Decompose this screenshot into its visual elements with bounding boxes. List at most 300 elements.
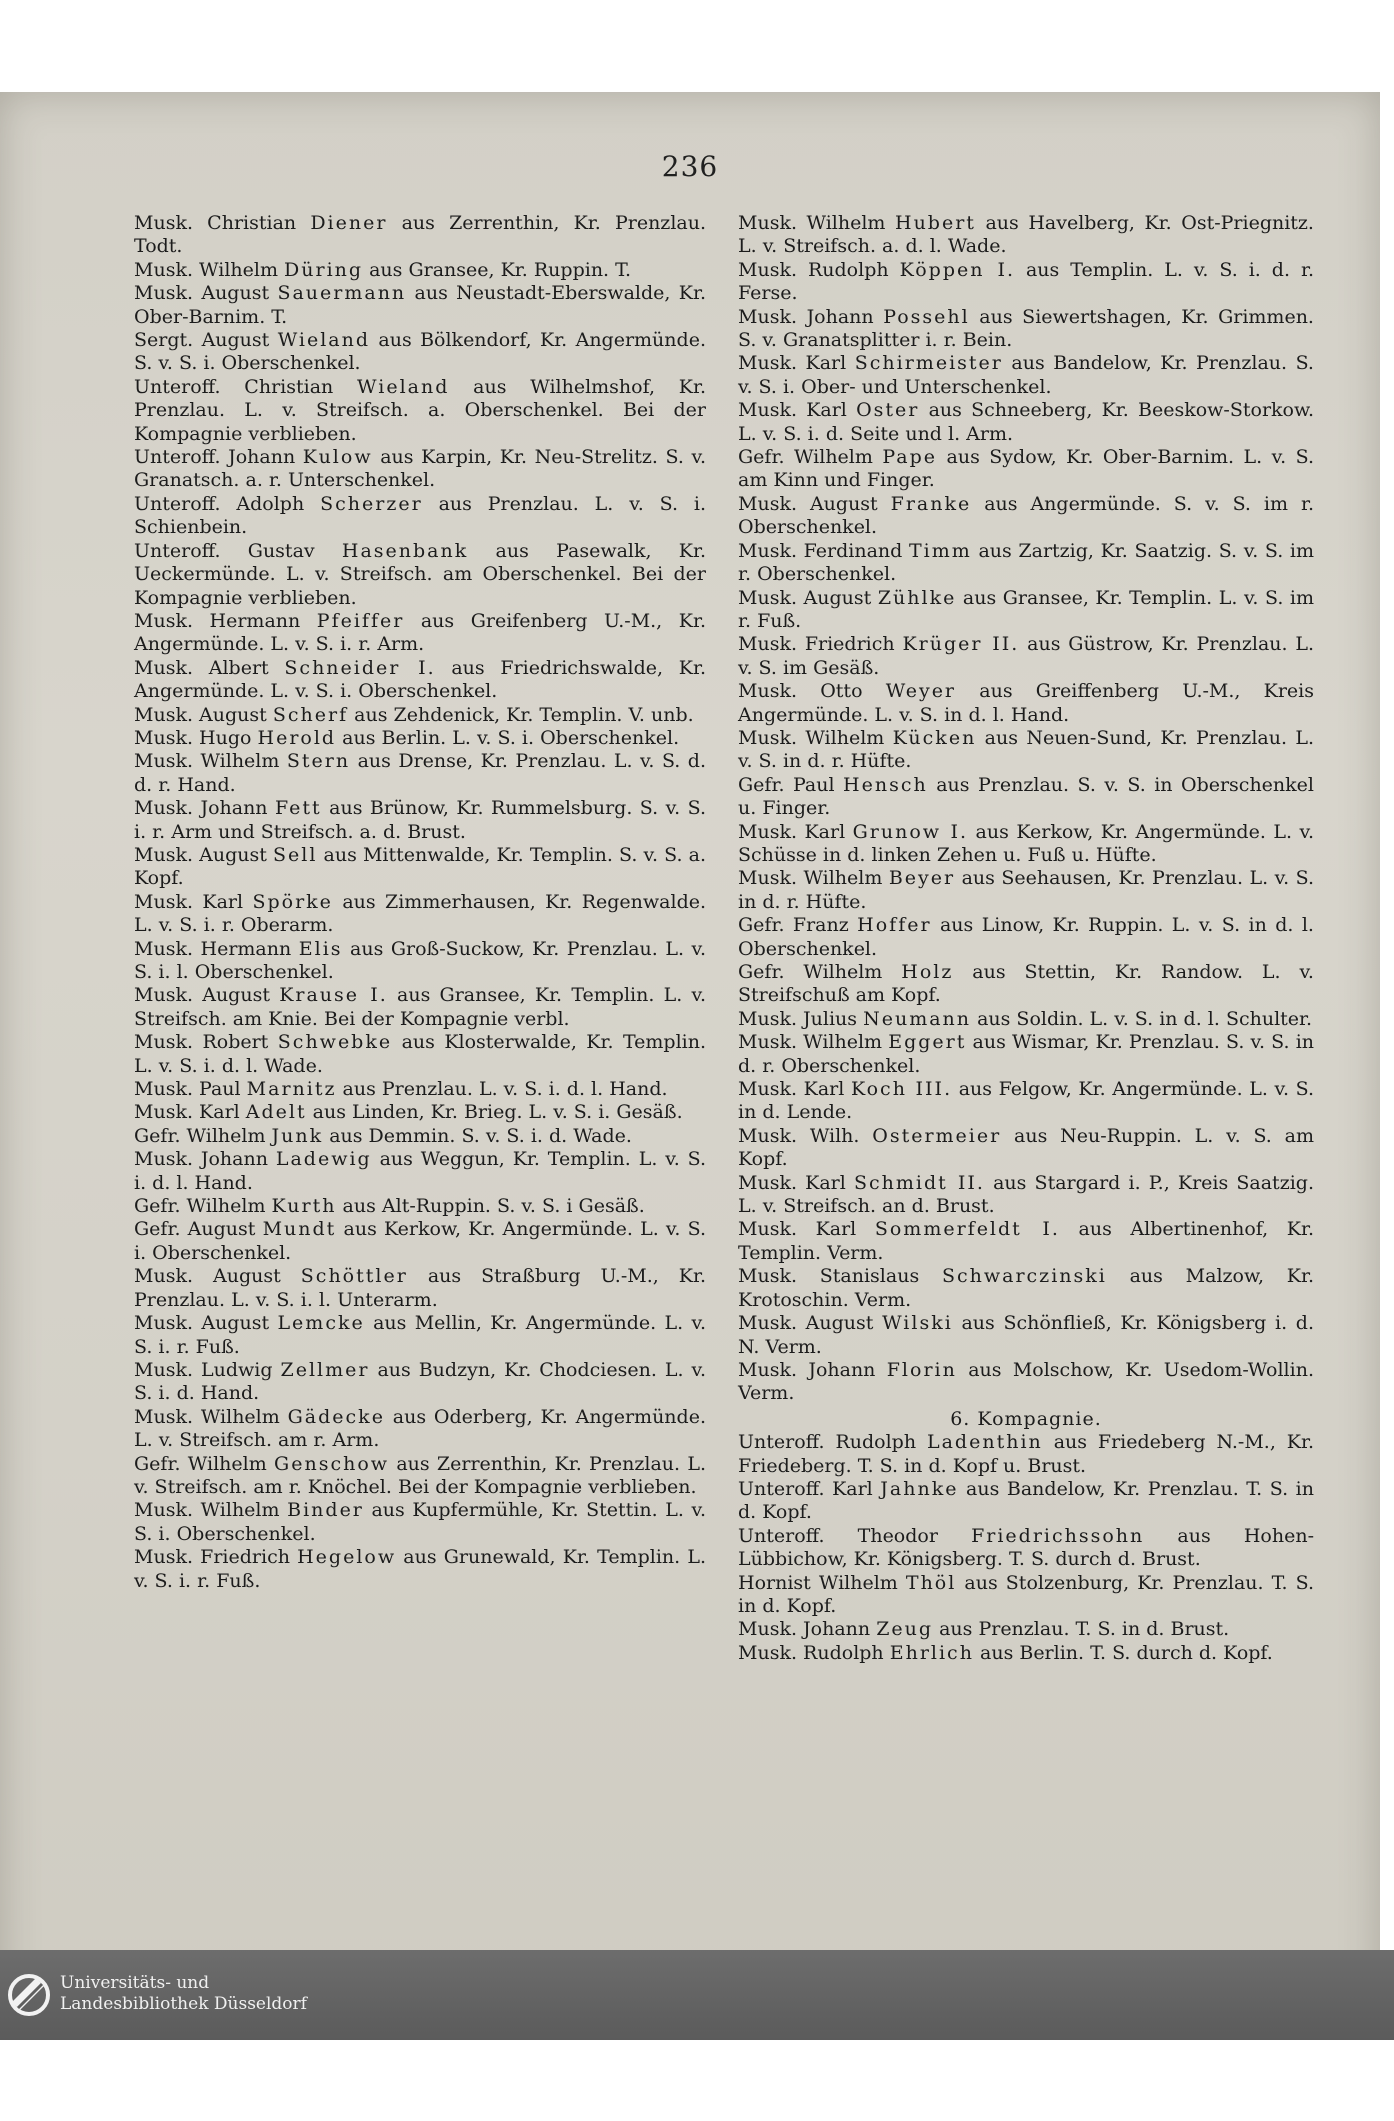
entry-surname: Spörke bbox=[252, 890, 333, 913]
entry-rank: Musk. bbox=[738, 1007, 797, 1030]
entry-rank: Musk. bbox=[738, 1641, 797, 1664]
entry-details: aus Linden, Kr. Brieg. L. v. S. i. Gesäß. bbox=[312, 1101, 683, 1124]
entry-surname: Elis bbox=[298, 937, 343, 960]
entry-first-name: Wilhelm bbox=[803, 961, 883, 983]
entry-rank: Musk. bbox=[134, 797, 193, 820]
entry-details: aus Angermünde. S. v. S. im r. Oberschenkel. bbox=[738, 492, 1314, 539]
entry-surname: Weyer bbox=[885, 680, 957, 703]
entry-rank: Gefr. bbox=[738, 961, 785, 983]
entry-surname: Ladenthin bbox=[926, 1431, 1043, 1454]
entry-rank: Musk. bbox=[738, 1358, 797, 1381]
entry-rank: Unteroff. bbox=[134, 375, 221, 398]
entry-rank: Musk. bbox=[134, 726, 193, 749]
casualty-entry bbox=[134, 1546, 706, 1593]
entry-first-name: Wilhelm bbox=[186, 1195, 266, 1218]
entry-rank: Musk. bbox=[738, 399, 797, 422]
page-number: 236 bbox=[661, 150, 719, 183]
entry-surname: Hubert bbox=[895, 212, 976, 234]
entry-surname: Zellmer bbox=[280, 1358, 370, 1381]
entry-rank: Musk. bbox=[134, 984, 193, 1007]
entry-rank: Musk. bbox=[134, 937, 193, 960]
casualty-entry bbox=[134, 259, 706, 282]
entry-details: aus Schönfließ, Kr. Königsberg i. d. N. Verm. bbox=[738, 1312, 1314, 1358]
entry-surname: Possehl bbox=[883, 305, 970, 328]
entry-rank: Unteroff. bbox=[134, 492, 221, 515]
entry-details: aus Siewertshagen, Kr. Grimmen. S. v. Granatsplitter i. r. Bein. bbox=[738, 305, 1314, 352]
entry-rank: Musk. bbox=[134, 1499, 193, 1522]
entry-details: aus Brünow, Kr. Rummelsburg. S. v. S. i. r. Arm und Streifsch. a. d. Brust. bbox=[134, 797, 706, 843]
entry-surname: Franke bbox=[890, 492, 972, 515]
casualty-entry bbox=[134, 984, 706, 1031]
casualty-entry bbox=[134, 704, 706, 727]
casualty-entry bbox=[134, 282, 706, 329]
entry-surname: Wieland bbox=[277, 329, 371, 352]
entry-surname: Kurth bbox=[271, 1195, 337, 1218]
entry-details: aus Neu-Ruppin. L. v. S. am Kopf. bbox=[738, 1124, 1314, 1171]
entry-surname: Schwarczinski bbox=[941, 1265, 1107, 1288]
entry-details: aus Soldin. L. v. S. in d. l. Schulter. bbox=[977, 1007, 1313, 1030]
entry-details: aus Karpin, Kr. Neu-Strelitz. S. v. Granatsch. a. r. Unterschenkel. bbox=[134, 446, 707, 492]
entry-rank: Musk. bbox=[738, 1171, 797, 1194]
entry-first-name: Wilh. bbox=[809, 1124, 860, 1147]
entry-surname: Schneider I. bbox=[284, 656, 436, 679]
entry-first-name: August bbox=[803, 586, 872, 609]
entry-first-name: Karl bbox=[202, 890, 244, 913]
entry-surname: Schöttler bbox=[300, 1265, 408, 1288]
entry-details: aus Zimmerhausen, Kr. Regenwalde. L. v. S. i. r. Oberarm. bbox=[134, 890, 707, 937]
entry-first-name: Albert bbox=[208, 656, 269, 679]
entry-first-name: August bbox=[213, 1265, 281, 1288]
entry-rank: Gefr. bbox=[738, 446, 785, 469]
entry-first-name: Johann bbox=[803, 1618, 871, 1641]
casualty-entry bbox=[738, 1218, 1314, 1265]
entry-details: aus Hohen-Lübbichow, Kr. Königsberg. T. S. durch d. Brust. bbox=[738, 1524, 1315, 1571]
entry-details: aus Alt-Ruppin. S. v. S. i Gesäß. bbox=[342, 1195, 645, 1218]
entry-surname: Krüger II. bbox=[902, 633, 1020, 656]
entry-rank: Musk. bbox=[134, 1148, 193, 1171]
casualty-entry bbox=[134, 1453, 706, 1500]
entry-first-name: Paul bbox=[792, 773, 835, 796]
casualty-entry bbox=[134, 891, 706, 938]
entry-rank: Musk. bbox=[738, 1312, 797, 1335]
entry-details: aus Berlin. L. v. S. i. Oberschenkel. bbox=[342, 726, 680, 749]
right-column bbox=[738, 212, 1314, 1665]
entry-first-name: Karl bbox=[805, 352, 847, 375]
casualty-entry bbox=[134, 1195, 706, 1218]
casualty-entry bbox=[134, 727, 706, 750]
entry-first-name: Adolph bbox=[236, 492, 305, 515]
entry-details: aus Stargard i. P., Kreis Saatzig. L. v. Streifsch. an d. Brust. bbox=[738, 1171, 1314, 1218]
entry-first-name: Robert bbox=[202, 1031, 269, 1054]
entry-rank: Musk. bbox=[738, 1265, 797, 1288]
entry-surname: Neumann bbox=[863, 1007, 972, 1030]
entry-first-name: Gustav bbox=[247, 539, 315, 562]
casualty-entry bbox=[738, 1525, 1314, 1572]
casualty-entry bbox=[134, 1265, 706, 1312]
entry-details: aus Havelberg, Kr. Ost-Priegnitz. L. v. Streifsch. a. d. l. Wade. bbox=[738, 212, 1314, 258]
entry-details: aus Oderberg, Kr. Angermünde. L. v. Streifsch. am r. Arm. bbox=[134, 1405, 706, 1452]
entry-rank: Musk. bbox=[134, 1101, 193, 1124]
entry-first-name: Karl bbox=[815, 1218, 857, 1241]
entry-first-name: Wilhelm bbox=[793, 446, 873, 469]
entry-first-name: Wilhelm bbox=[806, 212, 886, 234]
entry-first-name: August bbox=[201, 1312, 270, 1335]
entry-surname: Friedrichssohn bbox=[971, 1524, 1145, 1547]
casualty-entry bbox=[738, 961, 1314, 1008]
casualty-entry bbox=[738, 1359, 1314, 1406]
casualty-entry bbox=[134, 1218, 706, 1265]
entry-details: aus Seehausen, Kr. Prenzlau. L. v. S. in d. r. Hüfte. bbox=[738, 867, 1314, 913]
entry-first-name: Wilhelm bbox=[200, 750, 280, 773]
entry-details: aus Gransee, Kr. Ruppin. T. bbox=[369, 258, 632, 281]
entry-rank: Musk. bbox=[738, 1078, 797, 1101]
casualty-entry bbox=[738, 399, 1314, 446]
entry-rank: Musk. bbox=[738, 1124, 797, 1147]
casualty-entry bbox=[738, 352, 1314, 399]
casualty-entry bbox=[738, 633, 1314, 680]
entry-details: aus Zartzig, Kr. Saatzig. S. v. S. im r. Oberschenkel. bbox=[738, 539, 1315, 586]
casualty-entry bbox=[134, 938, 706, 985]
section-heading: 6. Kompagnie. bbox=[950, 1407, 1102, 1430]
entry-surname: Genschow bbox=[274, 1452, 390, 1475]
entry-rank: Musk. bbox=[738, 492, 797, 515]
entry-first-name: Julius bbox=[803, 1007, 858, 1030]
entry-surname: Hensch bbox=[843, 773, 928, 796]
entry-surname: Pfeiffer bbox=[316, 609, 405, 632]
casualty-entry bbox=[738, 1078, 1314, 1125]
entry-details: aus Schneeberg, Kr. Beeskow-Storkow. L. v. S. i. d. Seite und l. Arm. bbox=[738, 399, 1315, 445]
casualty-entry bbox=[738, 1431, 1314, 1478]
footer-credit[interactable] bbox=[60, 1973, 307, 2015]
entry-surname: Florin bbox=[886, 1358, 957, 1381]
entry-first-name: August bbox=[187, 1218, 256, 1241]
entry-rank: Unteroff. bbox=[738, 1477, 825, 1500]
entry-details: aus Grunewald, Kr. Templin. L. v. S. i. r. Fuß. bbox=[134, 1546, 706, 1592]
entry-first-name: Wilhelm bbox=[818, 1571, 898, 1594]
entry-first-name: Karl bbox=[806, 399, 847, 422]
entry-first-name: Stanislaus bbox=[819, 1265, 920, 1288]
entry-first-name: Rudolph bbox=[803, 1641, 884, 1664]
entry-rank: Musk. bbox=[738, 680, 797, 703]
entry-first-name: Karl bbox=[199, 1101, 240, 1124]
entry-details: aus Mellin, Kr. Angermünde. L. v. S. i. r. Fuß. bbox=[134, 1312, 707, 1358]
entry-surname: Ehrlich bbox=[889, 1641, 974, 1664]
casualty-entry bbox=[134, 797, 706, 844]
entry-surname: Zeug bbox=[876, 1618, 934, 1641]
entry-first-name: August bbox=[199, 703, 267, 726]
casualty-entry bbox=[738, 774, 1314, 821]
casualty-entry bbox=[134, 540, 706, 610]
entry-rank: Unteroff. bbox=[738, 1524, 825, 1547]
entry-surname: Grunow I. bbox=[852, 820, 969, 843]
entry-surname: Schirmeister bbox=[854, 352, 1003, 375]
entry-surname: Junk bbox=[271, 1124, 324, 1147]
entry-rank: Musk. bbox=[134, 212, 193, 234]
entry-first-name: Hermann bbox=[209, 609, 301, 632]
entry-surname: Kücken bbox=[892, 726, 977, 749]
casualty-entry bbox=[738, 1031, 1314, 1078]
entry-details: aus Gransee, Kr. Templin. L. v. Streifsch. am Knie. Bei der Kompagnie verbl. bbox=[134, 984, 706, 1030]
entry-surname: Hegelow bbox=[297, 1546, 397, 1569]
entry-details: aus Albertinenhof, Kr. Templin. Verm. bbox=[738, 1218, 1314, 1264]
entry-rank: Gefr. bbox=[134, 1452, 181, 1475]
entry-details: aus Wilhelmshof, Kr. Prenzlau. L. v. Streifsch. a. Oberschenkel. Bei der Kompagnie verblieben. bbox=[134, 375, 706, 445]
entry-first-name: Wilhelm bbox=[186, 1124, 266, 1147]
entry-details: aus Felgow, Kr. Angermünde. L. v. S. in d. Lende. bbox=[738, 1078, 1314, 1124]
entry-rank: Hornist bbox=[738, 1571, 811, 1594]
entry-first-name: Otto bbox=[820, 680, 863, 703]
entry-rank: Musk. bbox=[738, 352, 797, 375]
right-column-entries bbox=[738, 212, 1314, 1406]
entry-details: aus Greifenberg U.-M., Kr. Angermünde. L. v. S. i. r. Arm. bbox=[134, 609, 706, 656]
entry-surname: Schmidt II. bbox=[853, 1171, 985, 1194]
footer-line-1: Universitäts- und bbox=[60, 1973, 210, 1993]
entry-surname: Mundt bbox=[262, 1218, 337, 1241]
entry-rank: Gefr. bbox=[134, 1124, 181, 1147]
entry-details: aus Prenzlau. T. S. in d. Brust. bbox=[939, 1618, 1230, 1641]
entry-rank: Unteroff. bbox=[134, 539, 221, 562]
entry-details: aus Malzow, Kr. Krotoschin. Verm. bbox=[738, 1265, 1315, 1311]
casualty-entry bbox=[738, 1478, 1314, 1525]
entry-details: aus Templin. L. v. S. i. d. r. Ferse. bbox=[738, 258, 1314, 305]
entry-rank: Musk. bbox=[738, 539, 797, 562]
entry-surname: Scherzer bbox=[320, 492, 423, 515]
entry-surname: Marnitz bbox=[246, 1078, 337, 1101]
entry-details: aus Straßburg U.-M., Kr. Prenzlau. L. v. S. i. l. Unterarm. bbox=[134, 1265, 707, 1311]
entry-details: aus Stettin, Kr. Randow. L. v. Streifschuß am Kopf. bbox=[738, 961, 1314, 1007]
entry-details: aus Prenzlau. L. v. S. i. d. l. Hand. bbox=[342, 1078, 668, 1101]
entry-first-name: Karl bbox=[805, 1171, 846, 1194]
entry-details: aus Kerkow, Kr. Angermünde. L. v. Schüsse in d. linken Zehen u. Fuß u. Hüfte. bbox=[738, 820, 1314, 866]
entry-details: aus Bölkendorf, Kr. Angermünde. S. v. S. i. Oberschenkel. bbox=[134, 329, 706, 375]
entry-details: aus Pasewalk, Kr. Ueckermünde. L. v. Streifsch. am Oberschenkel. Bei der Kompagnie verblieben. bbox=[134, 539, 707, 609]
entry-rank: Musk. bbox=[134, 1546, 193, 1569]
footer-line-2: Landesbibliothek Düsseldorf bbox=[60, 1994, 307, 2014]
entry-surname: Herold bbox=[257, 726, 337, 749]
entry-first-name: Ludwig bbox=[200, 1358, 273, 1381]
entry-surname: Hoffer bbox=[857, 914, 932, 937]
entry-details: aus Bandelow, Kr. Prenzlau. T. S. in d. Kopf. bbox=[738, 1477, 1314, 1524]
entry-details: aus Prenzlau. L. v. S. i. Schienbein. bbox=[134, 492, 706, 539]
entry-details: aus Gransee, Kr. Templin. L. v. S. im r. Fuß. bbox=[738, 586, 1315, 632]
entry-details: aus Klosterwalde, Kr. Templin. L. v. S. i. d. l. Wade. bbox=[134, 1031, 707, 1077]
entry-rank: Musk. bbox=[134, 890, 193, 913]
entry-surname: Schwebke bbox=[277, 1031, 393, 1054]
entry-surname: Sauermann bbox=[277, 282, 407, 305]
casualty-entry bbox=[738, 680, 1314, 727]
entry-surname: Kulow bbox=[302, 446, 373, 469]
left-column bbox=[134, 212, 706, 1593]
entry-rank: Musk. bbox=[134, 258, 193, 281]
entry-first-name: Wilhelm bbox=[200, 1499, 280, 1522]
entry-first-name: Hermann bbox=[200, 937, 292, 960]
entry-details: aus Prenzlau. S. v. S. in Oberschenkel u. Finger. bbox=[738, 773, 1315, 820]
casualty-entry bbox=[738, 540, 1314, 587]
casualty-entry bbox=[134, 844, 706, 891]
entry-details: aus Sydow, Kr. Ober-Barnim. L. v. S. am Kinn und Finger. bbox=[738, 446, 1314, 492]
entry-rank: Musk. bbox=[738, 867, 797, 890]
entry-details: aus Groß-Suckow, Kr. Prenzlau. L. v. S. i. l. Oberschenkel. bbox=[134, 937, 707, 983]
casualty-entry bbox=[134, 1078, 706, 1101]
entry-details: aus Kupfermühle, Kr. Stettin. L. v. S. i. Oberschenkel. bbox=[134, 1499, 707, 1545]
casualty-entry bbox=[134, 376, 706, 446]
entry-details: aus Zerrenthin, Kr. Prenzlau. Todt. bbox=[134, 212, 706, 258]
entry-first-name: Wilhelm bbox=[803, 867, 883, 890]
entry-surname: Sommerfeldt I. bbox=[874, 1218, 1060, 1241]
entry-rank: Musk. bbox=[134, 1031, 193, 1054]
entry-surname: Timm bbox=[909, 539, 972, 562]
entry-surname: Krause I. bbox=[279, 984, 388, 1007]
casualty-entry bbox=[738, 306, 1314, 353]
entry-rank: Musk. bbox=[134, 1405, 193, 1428]
entry-surname: Gädecke bbox=[287, 1405, 385, 1428]
entry-details: aus Molschow, Kr. Usedom-Wollin. Verm. bbox=[738, 1358, 1314, 1405]
entry-first-name: Rudolph bbox=[807, 258, 889, 281]
entry-rank: Musk. bbox=[738, 1218, 797, 1241]
entry-rank: Musk. bbox=[134, 1265, 193, 1288]
casualty-entry bbox=[134, 1101, 706, 1124]
entry-first-name: Karl bbox=[832, 1477, 873, 1500]
entry-first-name: Karl bbox=[803, 1078, 845, 1101]
entry-rank: Gefr. bbox=[738, 773, 785, 796]
entry-first-name: August bbox=[809, 492, 878, 515]
entry-rank: Musk. bbox=[738, 586, 797, 609]
casualty-entry bbox=[738, 1572, 1314, 1619]
entry-rank: Musk. bbox=[738, 1031, 797, 1054]
casualty-entry bbox=[134, 610, 706, 657]
entry-first-name: Wilhelm bbox=[200, 1405, 280, 1428]
entry-details: aus Kerkow, Kr. Angermünde. L. v. S. i. Oberschenkel. bbox=[134, 1218, 706, 1264]
entry-first-name: Christian bbox=[207, 212, 297, 234]
entry-first-name: Hugo bbox=[199, 726, 252, 749]
entry-surname: Beyer bbox=[888, 867, 956, 890]
entry-surname: Jahnke bbox=[880, 1477, 959, 1500]
entry-first-name: Wilhelm bbox=[199, 258, 278, 281]
entry-details: aus Drense, Kr. Prenzlau. L. v. S. d. d. r. Hand. bbox=[134, 750, 706, 796]
casualty-entry bbox=[738, 212, 1314, 259]
entry-first-name: Friedrich bbox=[200, 1546, 290, 1569]
casualty-entry bbox=[738, 446, 1314, 493]
entry-rank: Gefr. bbox=[134, 1218, 181, 1241]
entry-details: aus Bandelow, Kr. Prenzlau. S. v. S. i. Ober- und Unterschenkel. bbox=[738, 352, 1314, 398]
entry-surname: Köppen I. bbox=[899, 258, 1015, 281]
casualty-entry bbox=[134, 657, 706, 704]
casualty-entry bbox=[738, 914, 1314, 961]
entry-rank: Sergt. bbox=[134, 329, 194, 352]
entry-rank: Musk. bbox=[134, 1078, 193, 1101]
entry-rank: Musk. bbox=[738, 726, 797, 749]
entry-details: aus Mittenwalde, Kr. Templin. S. v. S. a. Kopf. bbox=[134, 843, 706, 890]
casualty-entry bbox=[738, 1618, 1314, 1641]
entry-details: aus Friedrichswalde, Kr. Angermünde. L. v. S. i. Oberschenkel. bbox=[134, 656, 707, 703]
entry-surname: Koch III. bbox=[850, 1078, 953, 1101]
right-column-entries-6-kompagnie bbox=[738, 1431, 1314, 1665]
entry-first-name: August bbox=[202, 984, 270, 1007]
casualty-entry bbox=[134, 750, 706, 797]
entry-surname: Hasenbank bbox=[341, 539, 469, 562]
casualty-entry bbox=[134, 1031, 706, 1078]
entry-first-name: Wilhelm bbox=[803, 1031, 883, 1054]
entry-first-name: August bbox=[201, 329, 270, 352]
entry-first-name: Johann bbox=[228, 446, 296, 469]
entry-surname: Diener bbox=[310, 212, 388, 234]
entry-surname: Thöl bbox=[905, 1571, 957, 1594]
entry-details: aus Wismar, Kr. Prenzlau. S. v. S. in d. r. Oberschenkel. bbox=[738, 1031, 1315, 1077]
entry-first-name: Johann bbox=[808, 1358, 876, 1381]
entry-first-name: Johann bbox=[200, 1148, 268, 1171]
entry-surname: Pape bbox=[882, 446, 938, 469]
entry-details: aus Zerrenthin, Kr. Prenzlau. L. v. Streifsch. am r. Knöchel. Bei der Kompagnie verblieben. bbox=[134, 1452, 707, 1498]
entry-details: aus Friedeberg N.-M., Kr. Friedeberg. T. S. in d. Kopf u. Brust. bbox=[738, 1431, 1315, 1477]
entry-rank: Gefr. bbox=[134, 1195, 181, 1218]
casualty-entry bbox=[738, 1265, 1314, 1312]
entry-first-name: Theodor bbox=[857, 1524, 938, 1547]
entry-rank: Musk. bbox=[134, 1358, 193, 1381]
entry-rank: Musk. bbox=[738, 1618, 797, 1641]
entry-rank: Musk. bbox=[134, 750, 193, 773]
entry-surname: Fett bbox=[275, 797, 322, 820]
entry-surname: Lemcke bbox=[277, 1312, 365, 1335]
entry-details: aus Neuen-Sund, Kr. Prenzlau. L. v. S. in d. r. Hüfte. bbox=[738, 726, 1315, 773]
entry-surname: Adelt bbox=[245, 1101, 307, 1124]
casualty-entry bbox=[134, 1359, 706, 1406]
entry-details: aus Stolzenburg, Kr. Prenzlau. T. S. in d. Kopf. bbox=[738, 1571, 1314, 1617]
entry-first-name: Karl bbox=[804, 820, 846, 843]
entry-details: aus Berlin. T. S. durch d. Kopf. bbox=[980, 1641, 1273, 1664]
entry-surname: Binder bbox=[287, 1499, 364, 1522]
entry-rank: Musk. bbox=[134, 282, 193, 305]
entry-details: aus Neustadt-Eberswalde, Kr. Ober-Barnim. T. bbox=[134, 282, 706, 328]
entry-first-name: Johann bbox=[200, 797, 268, 820]
entry-surname: Oster bbox=[856, 399, 920, 422]
entry-details: aus Budzyn, Kr. Chodciesen. L. v. S. i. d. Hand. bbox=[134, 1358, 707, 1405]
entry-rank: Musk. bbox=[134, 609, 193, 632]
entry-surname: Zühlke bbox=[877, 586, 957, 609]
casualty-entry bbox=[738, 1312, 1314, 1359]
entry-rank: Musk. bbox=[738, 633, 797, 656]
entry-surname: Holz bbox=[901, 961, 954, 983]
entry-first-name: Friedrich bbox=[804, 633, 895, 656]
casualty-entry bbox=[738, 1172, 1314, 1219]
entry-first-name: Ferdinand bbox=[803, 539, 903, 562]
casualty-entry bbox=[738, 1008, 1314, 1031]
casualty-entry bbox=[738, 587, 1314, 634]
casualty-entry bbox=[738, 821, 1314, 868]
entry-rank: Unteroff. bbox=[738, 1431, 825, 1454]
ulb-logo-icon[interactable] bbox=[6, 1972, 52, 2018]
entry-rank: Musk. bbox=[738, 258, 797, 281]
entry-details: aus Zehdenick, Kr. Templin. V. unb. bbox=[354, 703, 694, 726]
casualty-entry bbox=[134, 1312, 706, 1359]
entry-rank: Musk. bbox=[738, 212, 797, 234]
casualty-entry bbox=[134, 1148, 706, 1195]
casualty-entry bbox=[738, 1125, 1314, 1172]
entry-rank: Musk. bbox=[738, 820, 797, 843]
entry-details: aus Weggun, Kr. Templin. L. v. S. i. d. l. Hand. bbox=[134, 1148, 706, 1194]
entry-details: aus Güstrow, Kr. Prenzlau. L. v. S. im Gesäß. bbox=[738, 633, 1315, 679]
casualty-entry bbox=[134, 446, 706, 493]
casualty-entry bbox=[738, 727, 1314, 774]
entry-rank: Musk. bbox=[134, 1312, 193, 1335]
entry-first-name: August bbox=[199, 843, 267, 866]
entry-first-name: Christian bbox=[244, 375, 334, 398]
entry-details: aus Demmin. S. v. S. i. d. Wade. bbox=[329, 1124, 632, 1147]
casualty-entry bbox=[738, 867, 1314, 914]
entry-rank: Musk. bbox=[134, 656, 193, 679]
entry-first-name: Wilhelm bbox=[187, 1452, 267, 1475]
entry-surname: Scherf bbox=[272, 703, 349, 726]
casualty-entry bbox=[134, 329, 706, 376]
